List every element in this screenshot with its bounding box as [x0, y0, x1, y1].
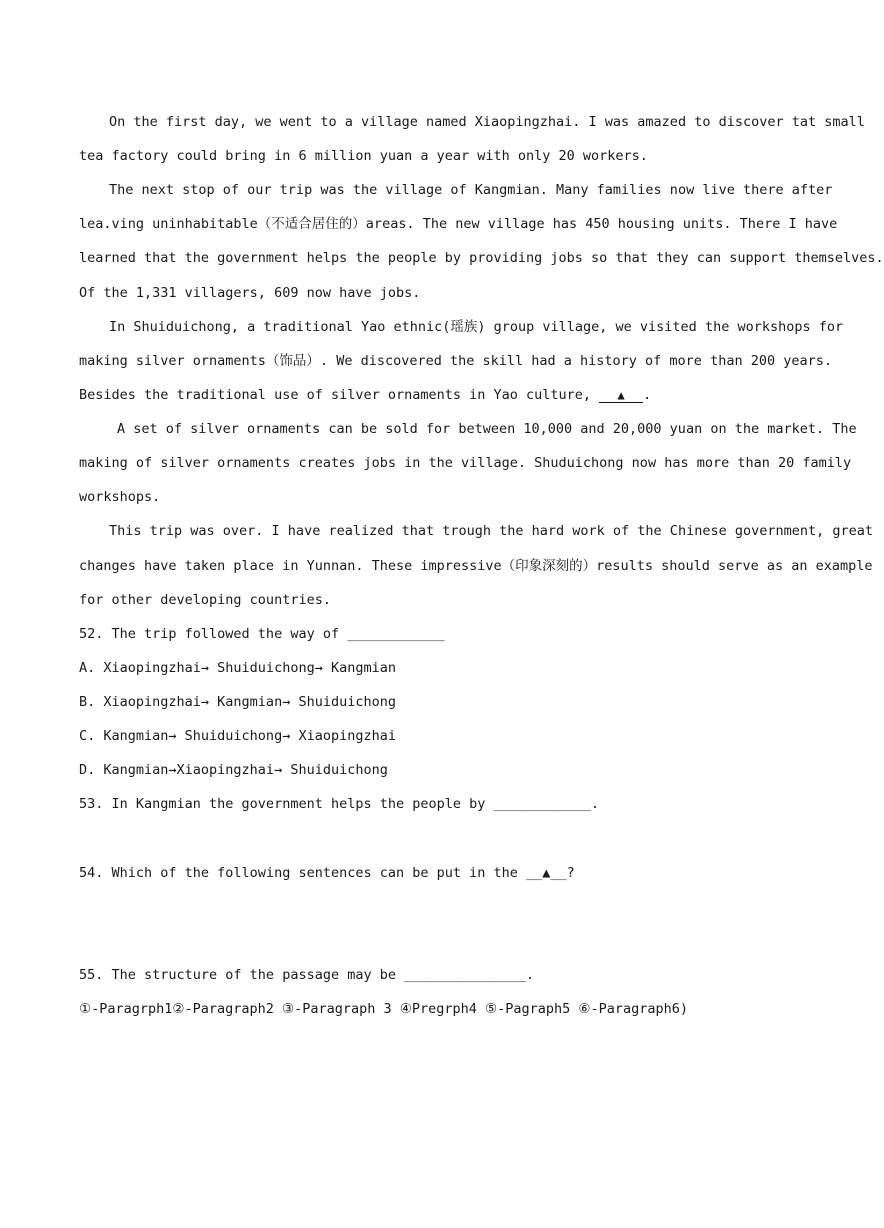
question-52-option-a: A. Xiaopingzhai→ Shuiduichong→ Kangmian: [79, 660, 396, 676]
question-52-option-d: D. Kangmian→Xiaopingzhai→ Shuiduichong: [79, 762, 388, 778]
answer-blank: ▲: [599, 388, 643, 403]
question-54-stem: 54. Which of the following sentences can be put in the __▲__?: [79, 865, 575, 881]
question-53-stem: 53. In Kangmian the government helps the people by ____________.: [79, 796, 600, 812]
question-55-stem: 55. The structure of the passage may be _______________.: [79, 967, 535, 983]
passage-p2-line-2: lea.ving uninhabitable（不适合居住的）areas. The new village has 450 housing units. There I have: [79, 216, 838, 232]
passage-p3-line-3: [79, 385, 791, 405]
passage-p2-line-4: Of the 1,331 villagers, 609 now have jobs.: [79, 285, 421, 301]
passage-p4-line-1: A set of silver ornaments can be sold for between 10,000 and 20,000 yuan on the market. The: [117, 421, 857, 437]
passage-p1-line-1: On the first day, we went to a village named Xiaopingzhai. I was amazed to discover tat small: [109, 114, 865, 130]
passage-p5-line-3: for other developing countries.: [79, 592, 331, 608]
passage-p2-line-1: The next stop of our trip was the village of Kangmian. Many families now live there after: [109, 182, 833, 198]
passage-p3-line-2: making silver ornaments（饰品）. We discovered the skill had a history of more than 200 years.: [79, 353, 832, 369]
passage-p4-line-2: making of silver ornaments creates jobs in the village. Shuduichong now has more than 20 family: [79, 455, 852, 471]
question-55-structure: ①-Paragrph1②-Paragraph2 ③-Paragraph 3 ④Pregrph4 ⑤-Pagraph5 ⑥-Paragraph6): [79, 1001, 689, 1017]
question-52-option-b: B. Xiaopingzhai→ Kangmian→ Shuiduichong: [79, 694, 396, 710]
passage-p2-line-3: learned that the government helps the people by providing jobs so that they can support themselves.: [79, 250, 884, 266]
passage-p1-line-2: tea factory could bring in 6 million yuan a year with only 20 workers.: [79, 148, 648, 164]
passage-p5-line-2: changes have taken place in Yunnan. These impressive（印象深刻的）results should serve as an example: [79, 558, 873, 574]
passage-p3-end: .: [643, 387, 652, 403]
question-52-stem: 52. The trip followed the way of ____________: [79, 626, 445, 642]
passage-p3-line-1: In Shuiduichong, a traditional Yao ethnic(瑶族) group village, we visited the workshops for: [109, 319, 844, 335]
passage-p4-line-3: workshops.: [79, 489, 161, 505]
passage-p5-line-1: This trip was over. I have realized that trough the hard work of the Chinese government, great: [109, 523, 874, 539]
question-52-option-c: C. Kangmian→ Shuiduichong→ Xiaopingzhai: [79, 728, 396, 744]
passage-p3-line-3-text: Besides the traditional use of silver ornaments in Yao culture,: [79, 387, 600, 403]
